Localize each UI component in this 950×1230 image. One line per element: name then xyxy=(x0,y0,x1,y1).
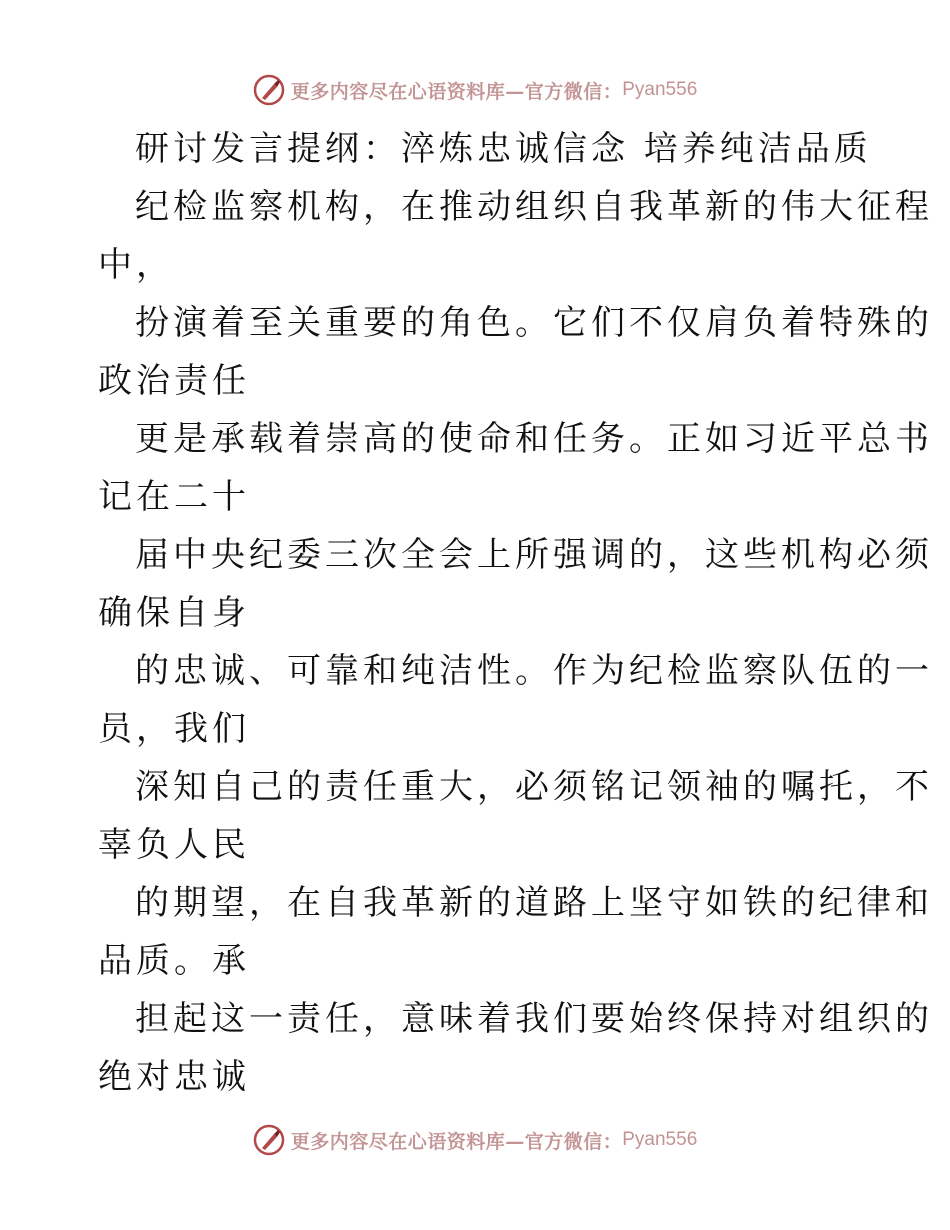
text-line: 记在二十 xyxy=(98,477,250,517)
text-line: 中， xyxy=(98,245,174,285)
text-line: 政治责任 xyxy=(98,361,250,401)
watermark-wechat-id: Pyan556 xyxy=(622,79,698,100)
text-line: 的期望，在自我革新的道路上坚守如铁的纪律和 xyxy=(135,883,933,923)
watermark-text: 更多内容尽在心语资料库—官方微信： xyxy=(290,1130,623,1153)
pen-logo-icon xyxy=(253,74,285,106)
text-line: 品质。承 xyxy=(98,941,250,981)
text-line: 的忠诚、可靠和纯洁性。作为纪检监察队伍的一 xyxy=(135,651,933,691)
text-line: 员，我们 xyxy=(98,709,250,749)
watermark-wechat-id: Pyan556 xyxy=(622,1129,698,1150)
text-line: 辜负人民 xyxy=(98,825,250,865)
watermark-text: 更多内容尽在心语资料库—官方微信： xyxy=(290,80,623,103)
text-line: 纪检监察机构，在推动组织自我革新的伟大征程 xyxy=(135,187,933,227)
text-line: 确保自身 xyxy=(98,593,250,633)
text-line: 担起这一责任，意味着我们要始终保持对组织的 xyxy=(135,999,933,1039)
text-line: 更是承载着崇高的使命和任务。正如习近平总书 xyxy=(135,419,933,459)
pen-logo-icon xyxy=(253,1124,285,1156)
header-watermark xyxy=(0,70,950,110)
footer-watermark xyxy=(0,1120,950,1160)
document-title: 研讨发言提纲：淬炼忠诚信念 培养纯洁品质 xyxy=(135,129,872,169)
text-line: 绝对忠诚 xyxy=(98,1057,250,1097)
document-body xyxy=(98,120,933,1106)
text-line: 深知自己的责任重大，必须铭记领袖的嘱托，不 xyxy=(135,767,933,807)
text-line: 届中央纪委三次全会上所强调的，这些机构必须 xyxy=(135,535,933,575)
text-line: 扮演着至关重要的角色。它们不仅肩负着特殊的 xyxy=(135,303,933,343)
